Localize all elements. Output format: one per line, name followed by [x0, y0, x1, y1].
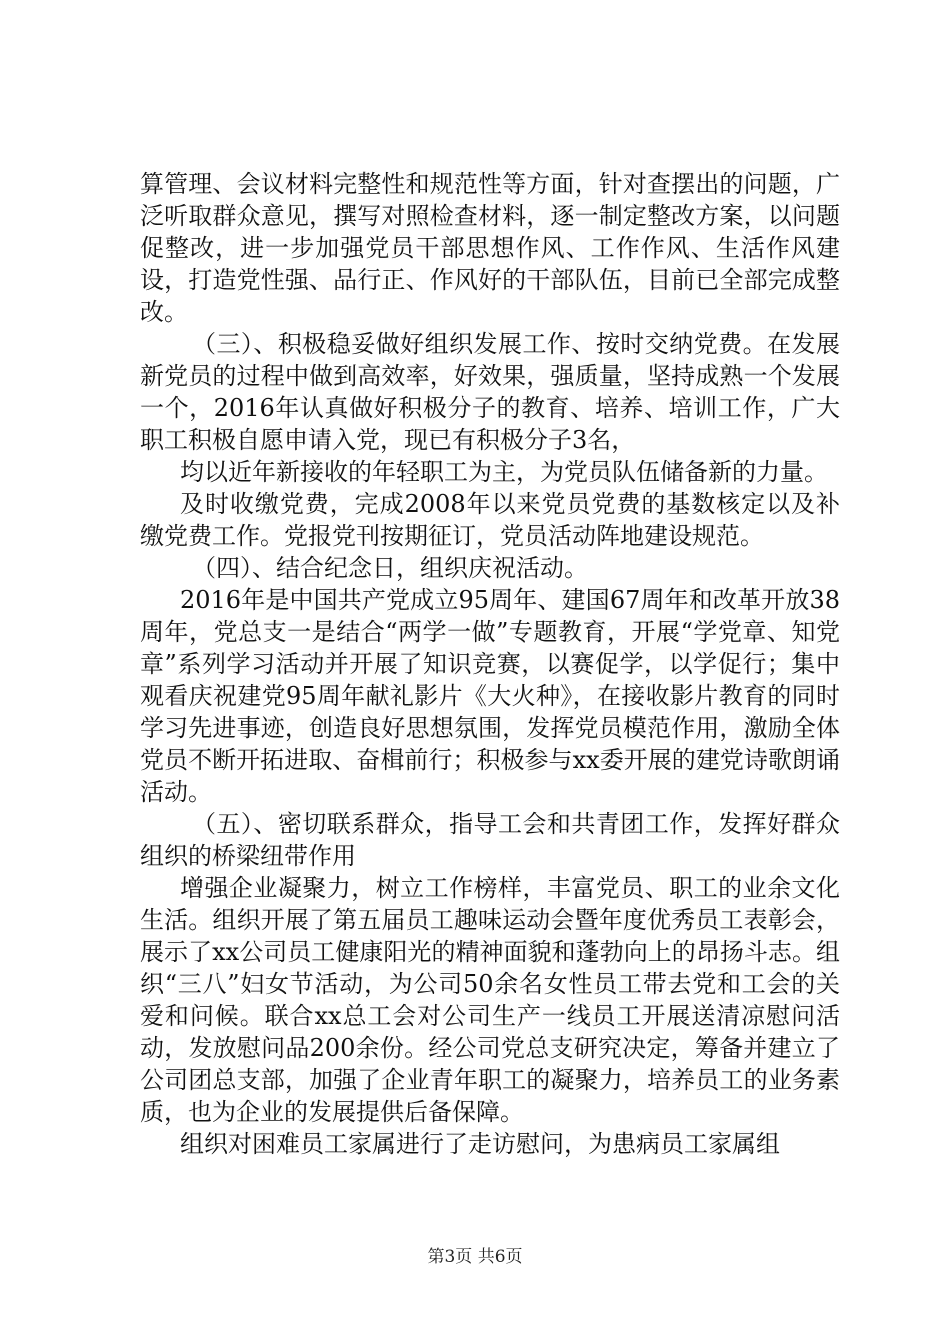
paragraph-6: 2016年是中国共产党成立95周年、建国67周年和改革开放38周年，党总支一是结合“两学一做”专题教育，开展“学党章、知党章”系列学习活动并开展了知识竞赛，以赛促学，以学促行；集中观看庆祝建党95周年献礼影片《大火种》，在接收影片教育的同时学习先进事迹，创造良好思想氛围，发挥党员模范作用，激励全体党员不断开拓进取、奋楫前行；积极参与xx委开展的建党诗歌朗诵活动。 [140, 586, 840, 806]
paragraph-8: 增强企业凝聚力，树立工作榜样，丰富党员、职工的业余文化生活。组织开展了第五届员工趣味运动会暨年度优秀员工表彰会，展示了xx公司员工健康阳光的精神面貌和蓬勃向上的昂扬斗志。组织“三八”妇女节活动，为公司50余名女性员工带去党和工会的关爱和问候。联合xx总工会对公司生产一线员工开展送清凉慰问活动，发放慰问品200余份。经公司党总支研究决定，筹备并建立了公司团总支部，加强了企业青年职工的凝聚力，培养员工的业务素质，也为企业的发展提供后备保障。 [140, 874, 840, 1126]
paragraph-section-3-heading: （三）、积极稳妥做好组织发展工作、按时交纳党费。在发展新党员的过程中做到高效率，好效果，强质量，坚持成熟一个发展一个，2016年认真做好积极分子的教育、培养、培训工作，广大职工积极自愿申请入党，现已有积极分子3名， [140, 330, 840, 454]
paragraph-section-5-heading: （五）、密切联系群众，指导工会和共青团工作，发挥好群众组织的桥梁纽带作用 [140, 810, 840, 870]
paragraph-9: 组织对困难员工家属进行了走访慰问，为患病员工家属组 [180, 1130, 780, 1158]
paragraph-1: 算管理、会议材料完整性和规范性等方面，针对查摆出的问题，广泛听取群众意见，撰写对照检查材料，逐一制定整改方案，以问题促整改，进一步加强党员干部思想作风、工作作风、生活作风建设，打造党性强、品行正、作风好的干部队伍，目前已全部完成整改。 [140, 170, 840, 326]
page-number-label: 第3页 共6页 [427, 1247, 523, 1267]
paragraph-section-4-heading: （四）、结合纪念日，组织庆祝活动。 [192, 554, 588, 582]
paragraph-4: 及时收缴党费，完成2008年以来党员党费的基数核定以及补缴党费工作。党报党刊按期征订，党员活动阵地建设规范。 [140, 490, 840, 550]
page-footer [0, 1246, 950, 1268]
document-body [140, 168, 840, 1160]
paragraph-3: 均以近年新接收的年轻职工为主，为党员队伍储备新的力量。 [180, 458, 828, 486]
